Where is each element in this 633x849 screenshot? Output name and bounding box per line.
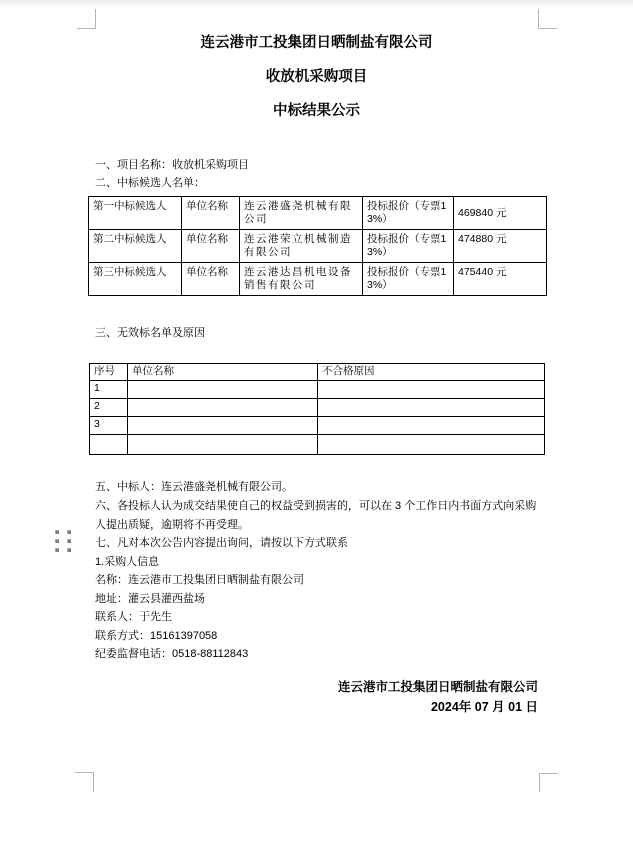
row-index: 2: [90, 399, 128, 417]
purchaser-name: 名称：连云港市工投集团日晒制盐有限公司: [95, 574, 304, 586]
col-header-unit: 单位名称: [128, 364, 318, 381]
title-project: 收放机采购项目: [265, 69, 368, 85]
signature-block: [95, 680, 538, 714]
unit-label: 单位名称: [182, 197, 240, 230]
candidate-rank: 第二中标候选人: [89, 230, 182, 263]
purchaser-address: 地址：灌云县灌西盐场: [95, 592, 205, 605]
section-7-contact-note: 七、凡对本次公告内容提出询问，请按以下方式联系: [95, 537, 348, 549]
row-index: 3: [90, 417, 128, 435]
company-name: 连云港盛尧机械有限公司: [240, 197, 363, 230]
supervision-phone: 纪委监督电话：0518-88112843: [95, 648, 249, 660]
section-1-project-name: 一、项目名称：收放机采购项目: [95, 158, 249, 171]
table-row: [90, 399, 545, 417]
unit-label: 单位名称: [182, 230, 240, 263]
price-value: 474880 元: [454, 230, 547, 263]
object-anchor-handle: [55, 530, 71, 552]
anchor-dot: [67, 548, 71, 552]
winners-table: [88, 196, 547, 296]
price-label: 投标报价（专票13%）: [363, 230, 454, 263]
document-content: [95, 0, 538, 714]
purchaser-heading: 1.采购人信息: [95, 555, 160, 568]
crop-mark-top-left: [77, 9, 96, 29]
invalid-bids-table: [89, 363, 545, 455]
company-name: 连云港达昌机电设备销售有限公司: [240, 263, 363, 296]
table-row: [90, 417, 545, 435]
crop-mark-bottom-left: [75, 772, 94, 792]
anchor-dot: [67, 530, 71, 534]
price-value: 475440 元: [454, 263, 547, 296]
signature-date: 2024年 07 月 01 日: [430, 699, 538, 714]
col-header-index: 序号: [90, 364, 128, 381]
title-company: 连云港市工投集团日晒制盐有限公司: [200, 35, 433, 51]
reason-cell: [318, 399, 545, 417]
table-row: [89, 230, 547, 263]
row-index: 1: [90, 381, 128, 399]
price-label: 投标报价（专票13%）: [363, 197, 454, 230]
title-doc-type: 中标结果公示: [273, 103, 360, 119]
signature-company: 连云港市工投集团日晒制盐有限公司: [337, 679, 538, 694]
anchor-dot: [55, 539, 59, 543]
table-row: [89, 197, 547, 230]
candidate-rank: 第三中标候选人: [89, 263, 182, 296]
price-label: 投标报价（专票13%）: [363, 263, 454, 296]
purchaser-phone: 联系方式：15161397058: [95, 629, 218, 642]
reason-cell: [318, 417, 545, 435]
table-row: [89, 263, 547, 296]
section-6-objection-note: 六、各投标人认为成交结果使自己的权益受到损害的，可以在 3 个工作日内书面方式向采购人提出质疑，逾期将不再受理。: [95, 500, 537, 531]
section-5-winner: 五、中标人：连云港盛尧机械有限公司。: [95, 481, 293, 493]
table-row: [90, 381, 545, 399]
crop-mark-top-right: [538, 9, 557, 29]
col-header-reason: 不合格原因: [318, 364, 545, 381]
table-header-row: [90, 364, 545, 381]
reason-cell: [318, 435, 545, 455]
row-index: [90, 435, 128, 455]
crop-mark-bottom-right: [539, 773, 558, 792]
unit-cell: [128, 399, 318, 417]
table-row: [90, 435, 545, 455]
price-value: 469840 元: [454, 197, 547, 230]
candidate-rank: 第一中标候选人: [89, 197, 182, 230]
reason-cell: [318, 381, 545, 399]
unit-label: 单位名称: [182, 263, 240, 296]
anchor-dot: [55, 548, 59, 552]
anchor-dot: [67, 539, 71, 543]
unit-cell: [128, 381, 318, 399]
unit-cell: [128, 417, 318, 435]
section-3-invalid-heading: 三、无效标名单及原因: [95, 327, 205, 339]
notes-and-contact-block: [95, 497, 538, 664]
company-name: 连云港荣立机械制造有限公司: [240, 230, 363, 263]
purchaser-contact-person: 联系人：于先生: [95, 611, 172, 623]
unit-cell: [128, 435, 318, 455]
section-2-candidates-heading: 二、中标候选人名单：: [95, 177, 205, 189]
anchor-dot: [55, 530, 59, 534]
